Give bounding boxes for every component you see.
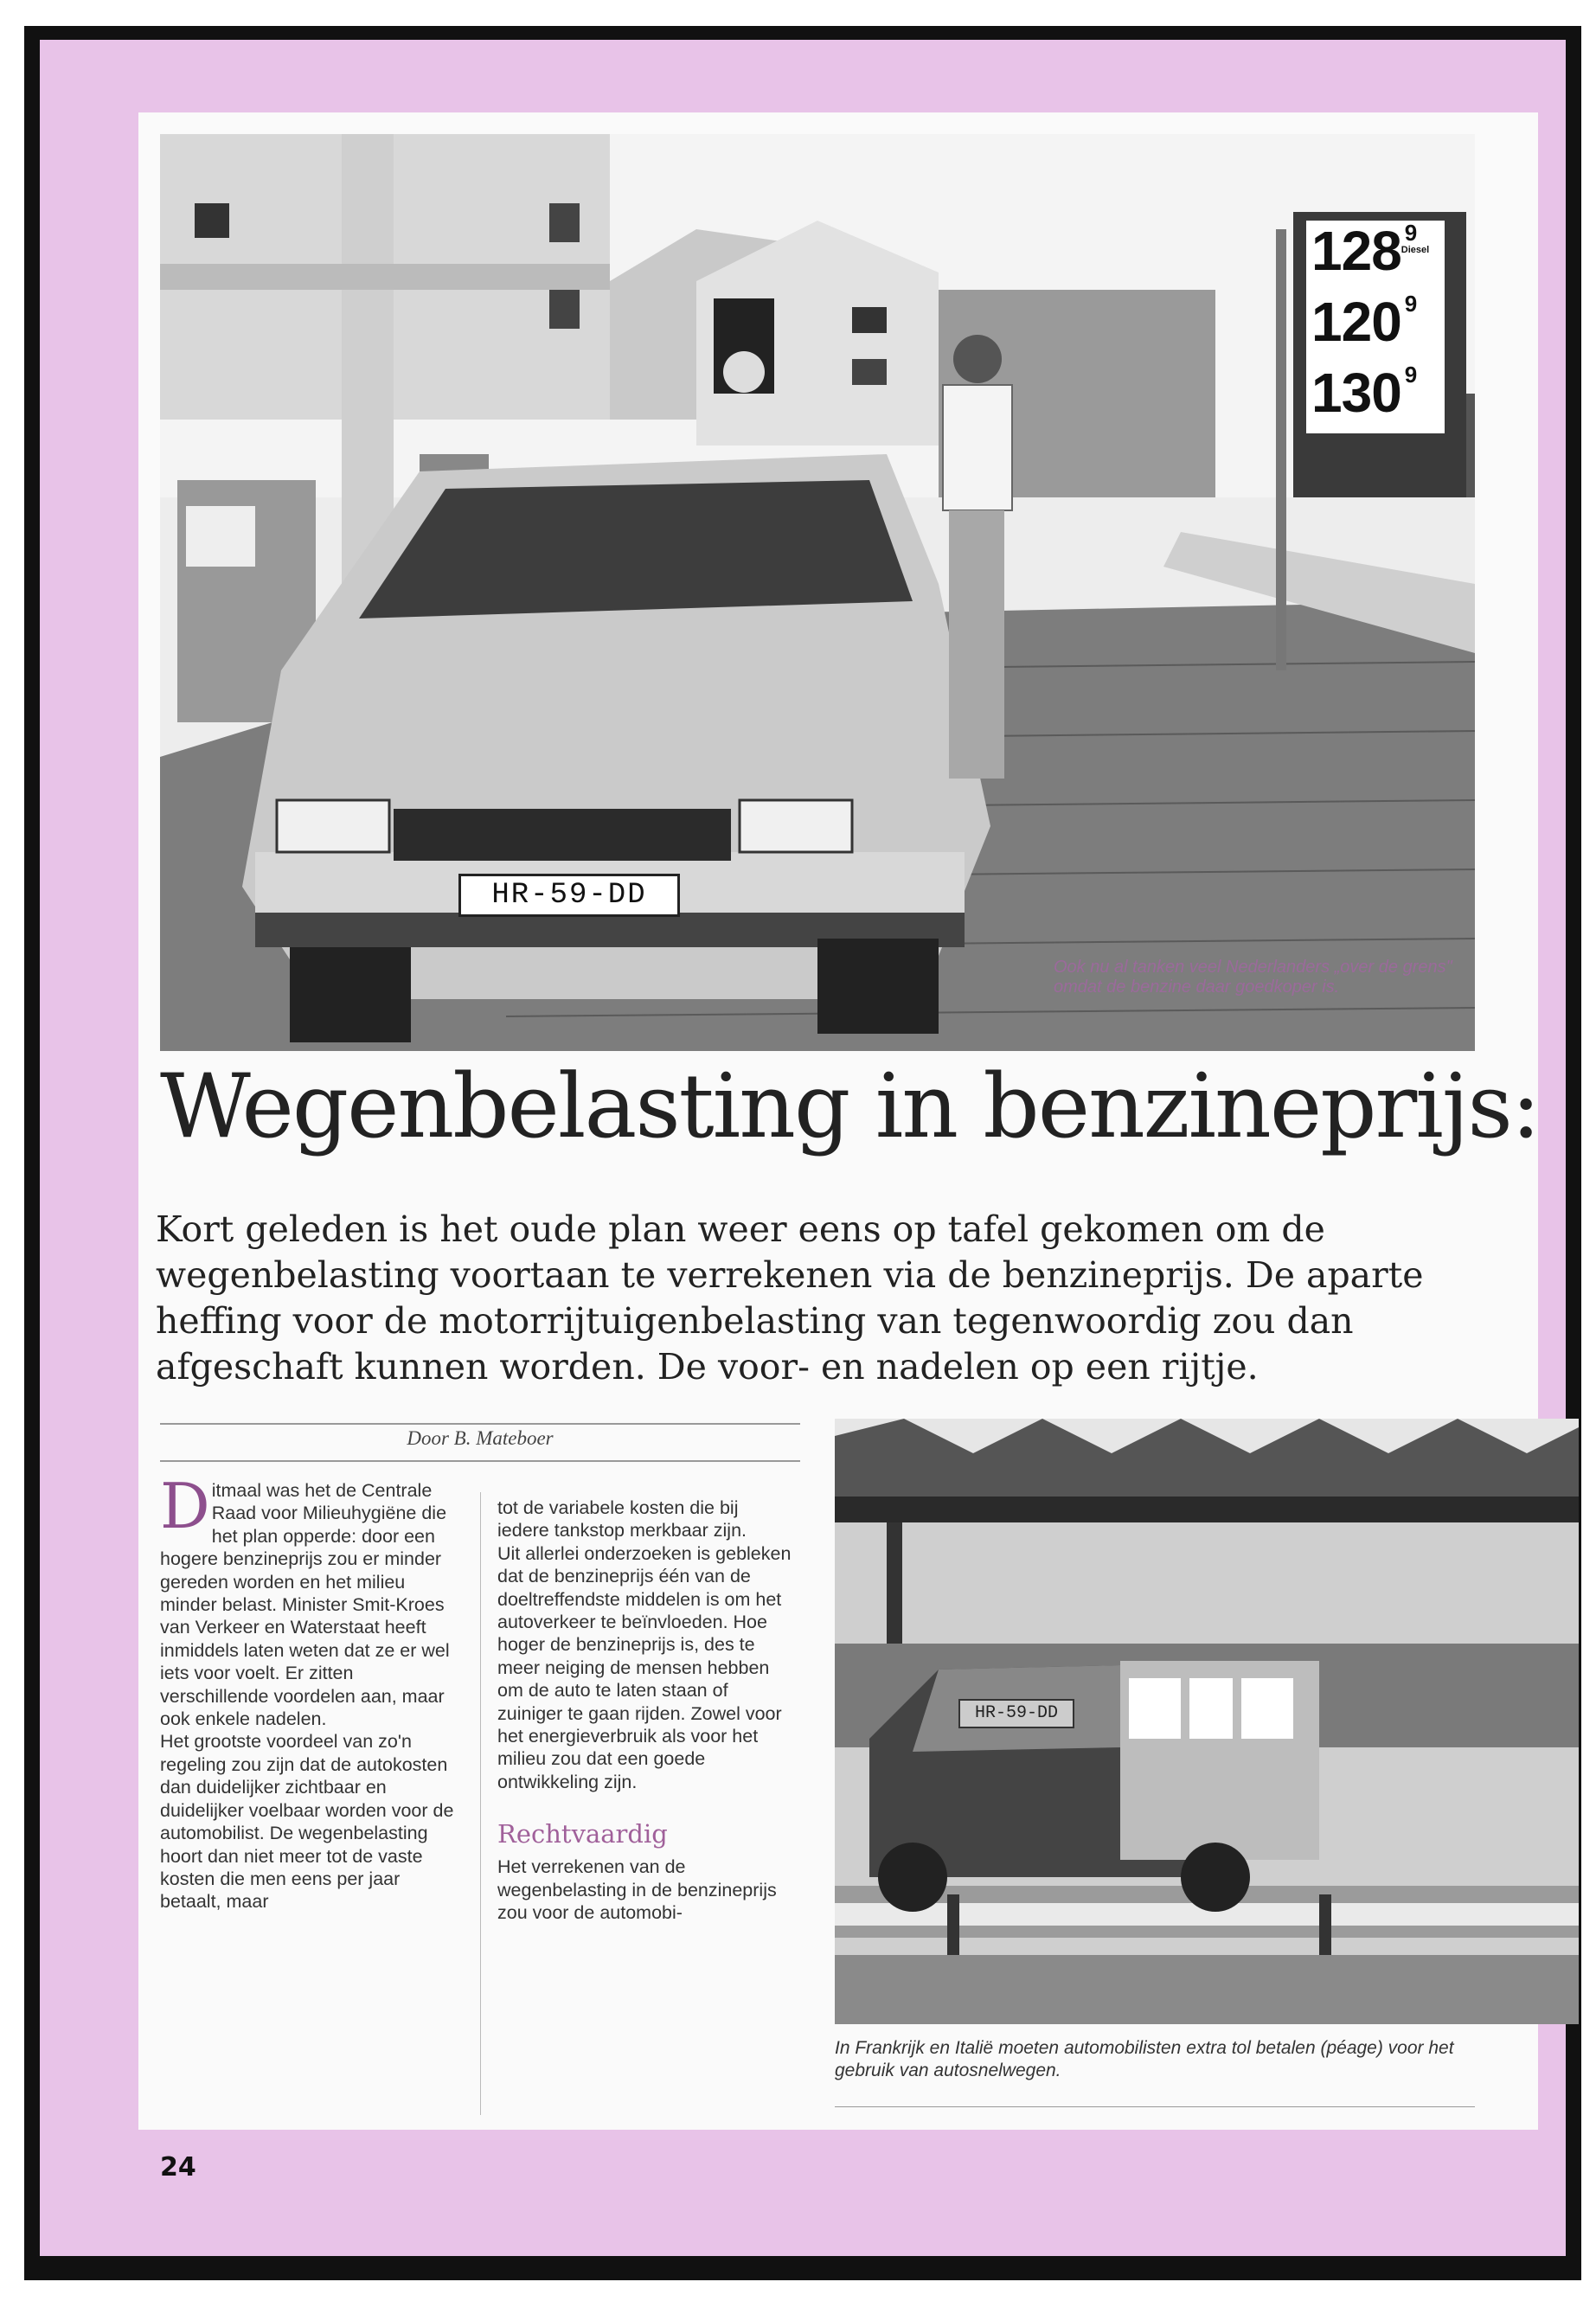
- license-plate: HR-59-DD: [958, 1699, 1074, 1728]
- price-decimal: 9: [1404, 291, 1418, 317]
- article-intro: Kort geleden is het oude plan weer eens op tafel gekomen om de wegenbelasting voortaan te verrekenen via de benzineprijs. De aparte heffing voor de motorrijtuigenbelasting van tegenwoordig zou dan afgeschaft kunnen worden. De voor- en nadelen op een rijtje.: [156, 1208, 1424, 1388]
- drop-cap: D: [160, 1470, 210, 1542]
- byline: Door B. Mateboer: [407, 1427, 554, 1449]
- photo-caption-top: Ook nu al tanken veel Nederlanders „over de grens" omdat de benzine daar goedkoper is.: [1054, 958, 1452, 997]
- paragraph: Het verrekenen van de wegenbelasting in de benzineprijs zou voor de automobi-: [497, 1856, 777, 1924]
- photo-caption-bottom: In Frankrijk en Italië moeten automobilisten extra tol betalen (péage) voor het gebruik van autosnelwegen.: [835, 2038, 1454, 2080]
- article-headline: Wegenbelasting in benzineprijs:: [160, 1055, 1540, 1158]
- price-row-3: [1306, 362, 1445, 433]
- divider: [160, 1460, 800, 1462]
- toll-plaza-photo: [835, 1419, 1579, 2024]
- divider: [160, 1423, 800, 1425]
- divider: [835, 2106, 1475, 2107]
- paragraph: itmaal was het de Centrale Raad voor Milieuhygiëne die het plan opperde: door een hogere benzineprijs zou er minder gereden worden en het milieu minder belast. Minister Smit-Kroes van Verkeer en Waterstaat heeft inmiddels laten weten dat ze er wel iets voor voelt. Er zitten verschillende voordelen aan, maar ook enkele nadelen.: [160, 1480, 450, 1730]
- license-plate: HR-59-DD: [458, 874, 680, 917]
- article-column-1: [160, 1470, 463, 1913]
- price-value: 130: [1311, 362, 1401, 424]
- column-divider: [480, 1492, 481, 2115]
- price-decimal: 9: [1404, 220, 1418, 246]
- page-number: 24: [160, 2152, 196, 2182]
- paragraph: Uit allerlei onderzoeken is gebleken dat de benzineprijs één van de doeltreffendste middelen is om het autoverkeer te beïnvloeden. Hoe hoger de benzineprijs is, des te meer neiging de mensen hebben om de auto te laten staan of zuiniger te gaan rijden. Zowel voor het energieverbruik als voor het milieu zou dat een goede ontwikkeling zijn.: [497, 1542, 792, 1792]
- fuel-price-sign: [1306, 221, 1445, 433]
- paragraph: tot de variabele kosten die bij iedere tankstop merkbaar zijn.: [497, 1497, 747, 1541]
- price-label: Diesel: [1401, 245, 1430, 255]
- article-column-2: [497, 1497, 792, 1925]
- frame-top: [24, 26, 1581, 40]
- price-value: 120: [1311, 291, 1401, 353]
- paragraph: Het grootste voordeel van zo'n regeling zou zijn dat de autokosten dan duidelijker zichtbaar en duidelijker voelbaar worden voor de automobilist. De wegenbelasting hoort dan niet meer tot de vaste kosten die men eens per jaar betaalt, maar: [160, 1731, 454, 1913]
- frame-left: [24, 26, 40, 2280]
- frame-bottom: [24, 2256, 1581, 2280]
- gas-station-photo: [160, 134, 1475, 1051]
- price-value: 128: [1311, 220, 1401, 282]
- price-decimal: 9: [1404, 362, 1418, 388]
- price-row-diesel: [1306, 221, 1445, 292]
- price-row-2: [1306, 292, 1445, 362]
- section-subheading: Rechtvaardig: [497, 1819, 668, 1849]
